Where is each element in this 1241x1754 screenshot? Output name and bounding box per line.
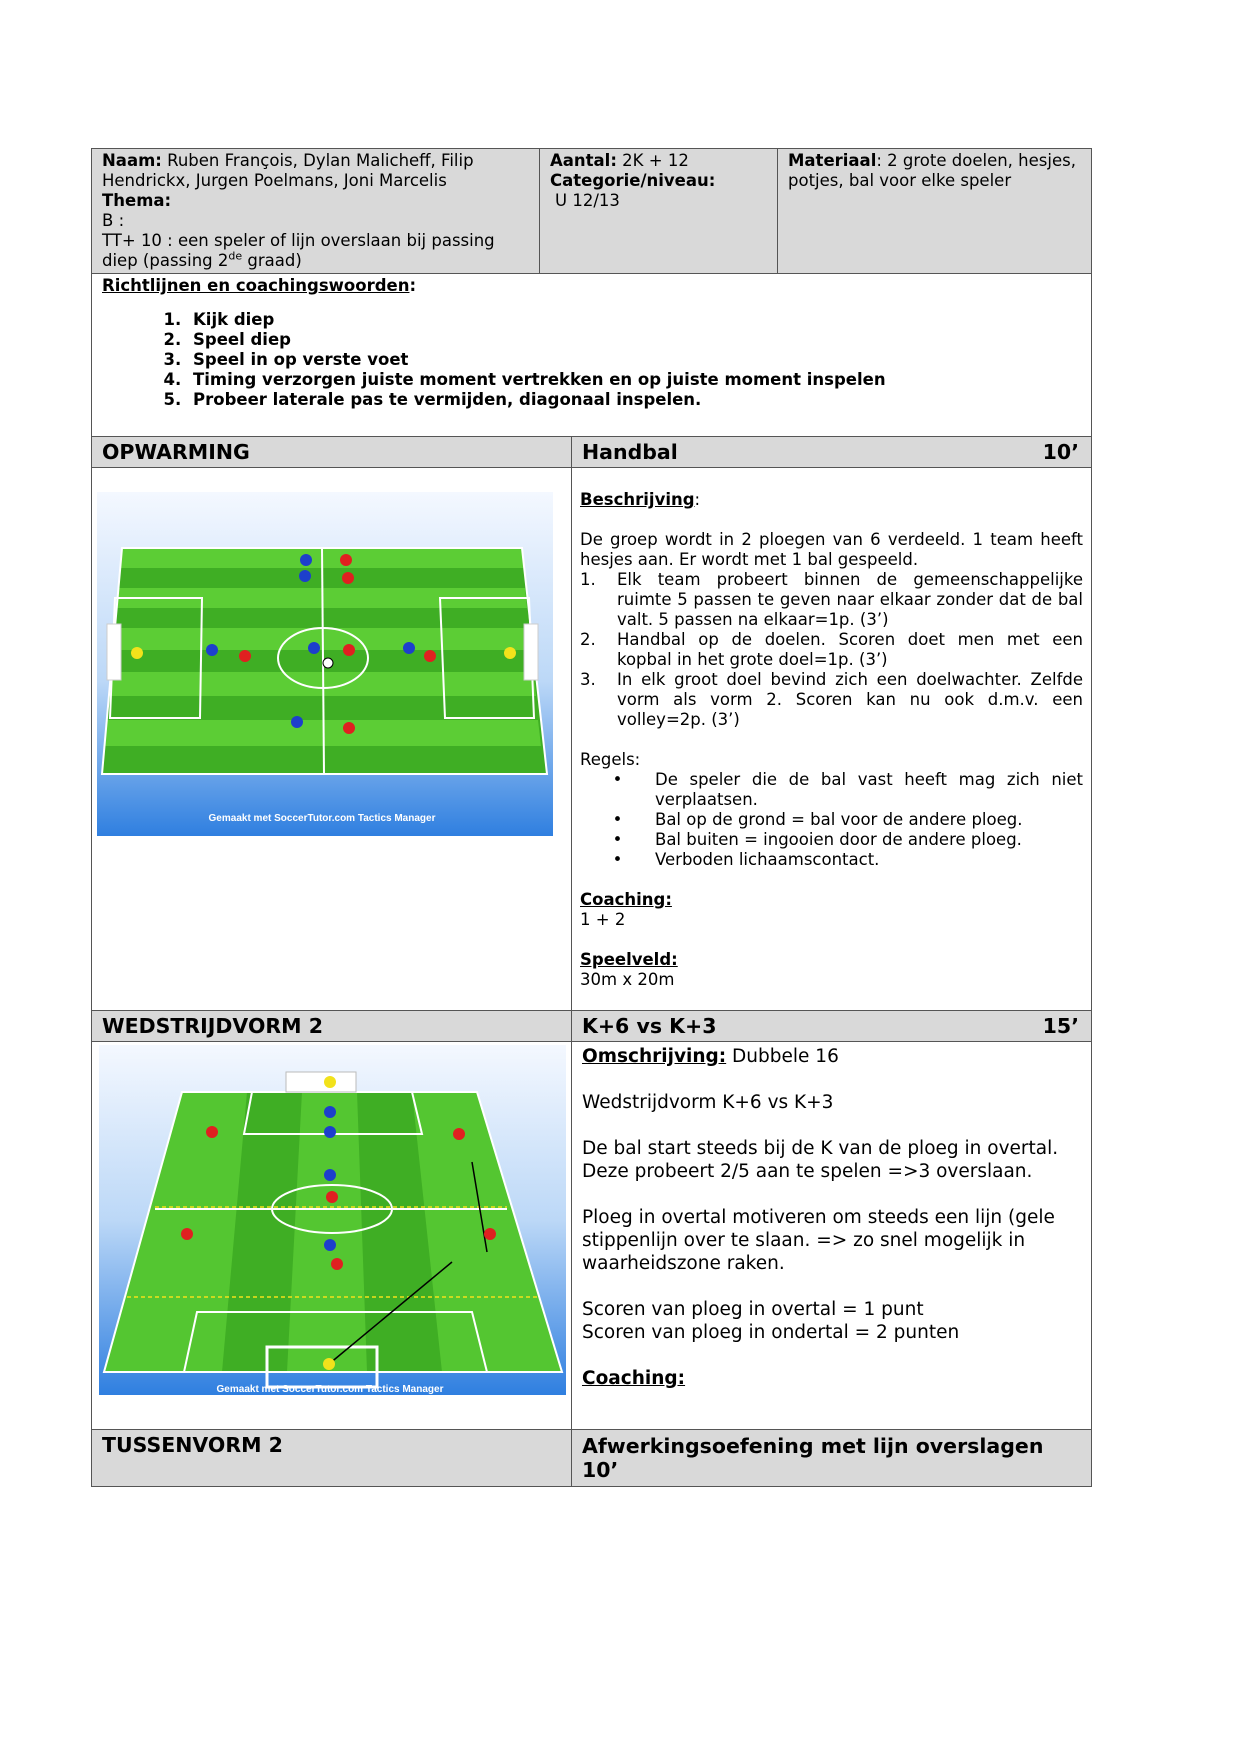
coaching-list	[102, 310, 1081, 410]
opwarming-content-row	[92, 468, 1092, 1011]
richtlijnen-cell	[92, 274, 1092, 437]
opwarming-steps	[580, 570, 1083, 730]
list-item: 2. Speel diep	[187, 330, 1081, 350]
bullet: •	[612, 850, 623, 869]
thema-b: B :	[102, 211, 125, 230]
thema-label: Thema:	[102, 191, 172, 210]
speelveld-value: 30m x 20m	[580, 970, 675, 989]
wedstrijdvorm-content-row	[92, 1042, 1092, 1430]
ball	[323, 658, 333, 668]
list-item: 1. Kijk diep	[187, 310, 1081, 330]
wedstrijdvorm-pitch-diagram	[92, 1042, 570, 1429]
opwarming-subtitle: Handbal	[582, 440, 678, 464]
opwarming-time: 10’	[1042, 440, 1079, 464]
naam-value: Ruben François, Dylan Malicheff, Filip Hendrickx, Jurgen Poelmans, Joni Marcelis	[102, 151, 474, 190]
goal-top	[286, 1072, 356, 1092]
list-item	[580, 850, 1083, 870]
wedstrijdvorm-subtitle-cell	[572, 1011, 1092, 1042]
session-sheet	[91, 148, 1091, 1487]
wedstrijdvorm-p3: Ploeg in overtal motiveren om steeds een lijn (gele stippenlijn over te slaan. => zo snel mogelijk in waarheidszone raken.	[582, 1207, 1055, 1274]
wedstrijdvorm-header-row	[92, 1011, 1092, 1042]
wedstrijdvorm-time: 15’	[1042, 1014, 1079, 1038]
rule-text: Bal op de grond = bal voor de andere ploeg.	[655, 810, 1023, 829]
step-text: Handbal op de doelen. Scoren doet men met een kopbal in het grote doel=1p. (3’)	[617, 630, 1083, 669]
diagram-caption: Gemaakt met SoccerTutor.com Tactics Manager	[208, 813, 436, 824]
aantal-cell	[540, 149, 778, 274]
coaching-value: 1 + 2	[580, 910, 626, 929]
step-text: Elk team probeert binnen de gemeenschappelijke ruimte 5 passen te geven naar elkaar zonder dat de bal valt. 5 passen na elkaar=1p. (3’)	[617, 570, 1083, 629]
rule-text: Verboden lichaamscontact.	[655, 850, 880, 869]
bullet: •	[612, 770, 623, 789]
step-text: In elk groot doel bevind zich een doelwachter. Zelfde vorm als vorm 2. Scoren kan nu ook d.m.v. een volley=2p. (3’)	[617, 670, 1083, 729]
wedstrijdvorm-title: WEDSTRIJDVORM 2	[92, 1011, 572, 1042]
list-item: 5. Probeer laterale pas te vermijden, diagonaal inspelen.	[187, 390, 1081, 410]
omschrijving-value: Dubbele 16	[726, 1046, 839, 1067]
regels-label: Regels:	[580, 750, 641, 769]
wedstrijdvorm-diagram-cell	[92, 1042, 572, 1430]
richtlijnen-row	[92, 274, 1092, 437]
materiaal-value: : 2 grote doelen, hesjes, potjes, bal voor elke speler	[788, 151, 1076, 190]
opwarming-pitch-diagram	[92, 468, 570, 1010]
wedstrijdvorm-coaching-label: Coaching:	[582, 1368, 686, 1389]
step-number: 3.	[580, 670, 596, 689]
coaching-label: Coaching:	[580, 890, 672, 909]
categorie-label: Categorie/niveau:	[550, 171, 716, 190]
opwarming-description-cell	[572, 468, 1092, 1011]
aantal-value: 2K + 12	[616, 151, 689, 170]
richtlijnen-colon: :	[409, 276, 417, 295]
bullet: •	[612, 810, 623, 829]
intro-text: De groep wordt in 2 ploegen van 6 verdeeld. 1 team heeft hesjes aan. Er wordt met 1 bal gespeeld.	[580, 530, 1083, 569]
naam-label: Naam:	[102, 151, 162, 170]
omschrijving-label: Omschrijving:	[582, 1046, 727, 1067]
step-number: 2.	[580, 630, 596, 649]
naam-cell	[92, 149, 540, 274]
opwarming-title: OPWARMING	[92, 437, 572, 468]
regels-list	[580, 770, 1083, 870]
wedstrijdvorm-description-cell	[572, 1042, 1092, 1430]
rule-text: Bal buiten = ingooien door de andere ploeg.	[655, 830, 1022, 849]
header-row	[92, 149, 1092, 274]
thema-text: TT+ 10 : een speler of lijn overslaan bij passing diep (passing 2	[102, 231, 495, 270]
tussenvorm-title: TUSSENVORM 2	[92, 1430, 572, 1487]
list-item	[580, 810, 1083, 830]
step-number: 1.	[580, 570, 596, 589]
thema-sup: de	[228, 249, 243, 263]
speelveld-label: Speelveld:	[580, 950, 678, 969]
session-table	[91, 148, 1092, 1487]
list-item: 4. Timing verzorgen juiste moment vertrekken en op juiste moment inspelen	[187, 370, 1081, 390]
bullet: •	[612, 830, 623, 849]
materiaal-label: Materiaal	[788, 151, 877, 170]
categorie-value: U 12/13	[555, 191, 620, 210]
wedstrijdvorm-p4b: Scoren van ploeg in ondertal = 2 punten	[582, 1322, 960, 1343]
wedstrijdvorm-p2: De bal start steeds bij de K van de ploeg in overtal. Deze probeert 2/5 aan te spelen =>3 overslaan.	[582, 1138, 1059, 1182]
wedstrijdvorm-p1: Wedstrijdvorm K+6 vs K+3	[582, 1092, 834, 1113]
materiaal-cell	[778, 149, 1092, 274]
rule-text: De speler die de bal vast heeft mag zich niet verplaatsen.	[655, 770, 1083, 809]
beschrijving-colon: :	[694, 490, 701, 509]
thema-text-post: graad)	[242, 251, 302, 270]
wedstrijdvorm-p4a: Scoren van ploeg in overtal = 1 punt	[582, 1299, 924, 1320]
list-item: 3. Speel in op verste voet	[187, 350, 1081, 370]
wedstrijdvorm-subtitle: K+6 vs K+3	[582, 1014, 717, 1038]
pitch	[102, 548, 547, 774]
opwarming-diagram-cell	[92, 468, 572, 1011]
goal-left	[107, 624, 121, 680]
opwarming-subtitle-cell	[572, 437, 1092, 468]
opwarming-header-row	[92, 437, 1092, 468]
aantal-label: Aantal:	[550, 151, 617, 170]
tussenvorm-subtitle: Afwerkingsoefening met lijn overslagen 10’	[572, 1430, 1092, 1487]
diagram-caption: Gemaakt met SoccerTutor.com Tactics Manager	[216, 1384, 444, 1395]
list-item	[580, 830, 1083, 850]
richtlijnen-title: Richtlijnen en coachingswoorden	[102, 276, 410, 295]
opwarming-intro	[580, 530, 1083, 570]
list-item	[580, 630, 1083, 670]
list-item	[580, 570, 1083, 630]
tussenvorm-header-row	[92, 1430, 1092, 1487]
goal-right	[524, 624, 538, 680]
list-item	[580, 770, 1083, 810]
list-item	[580, 670, 1083, 730]
beschrijving-label: Beschrijving	[580, 490, 695, 509]
